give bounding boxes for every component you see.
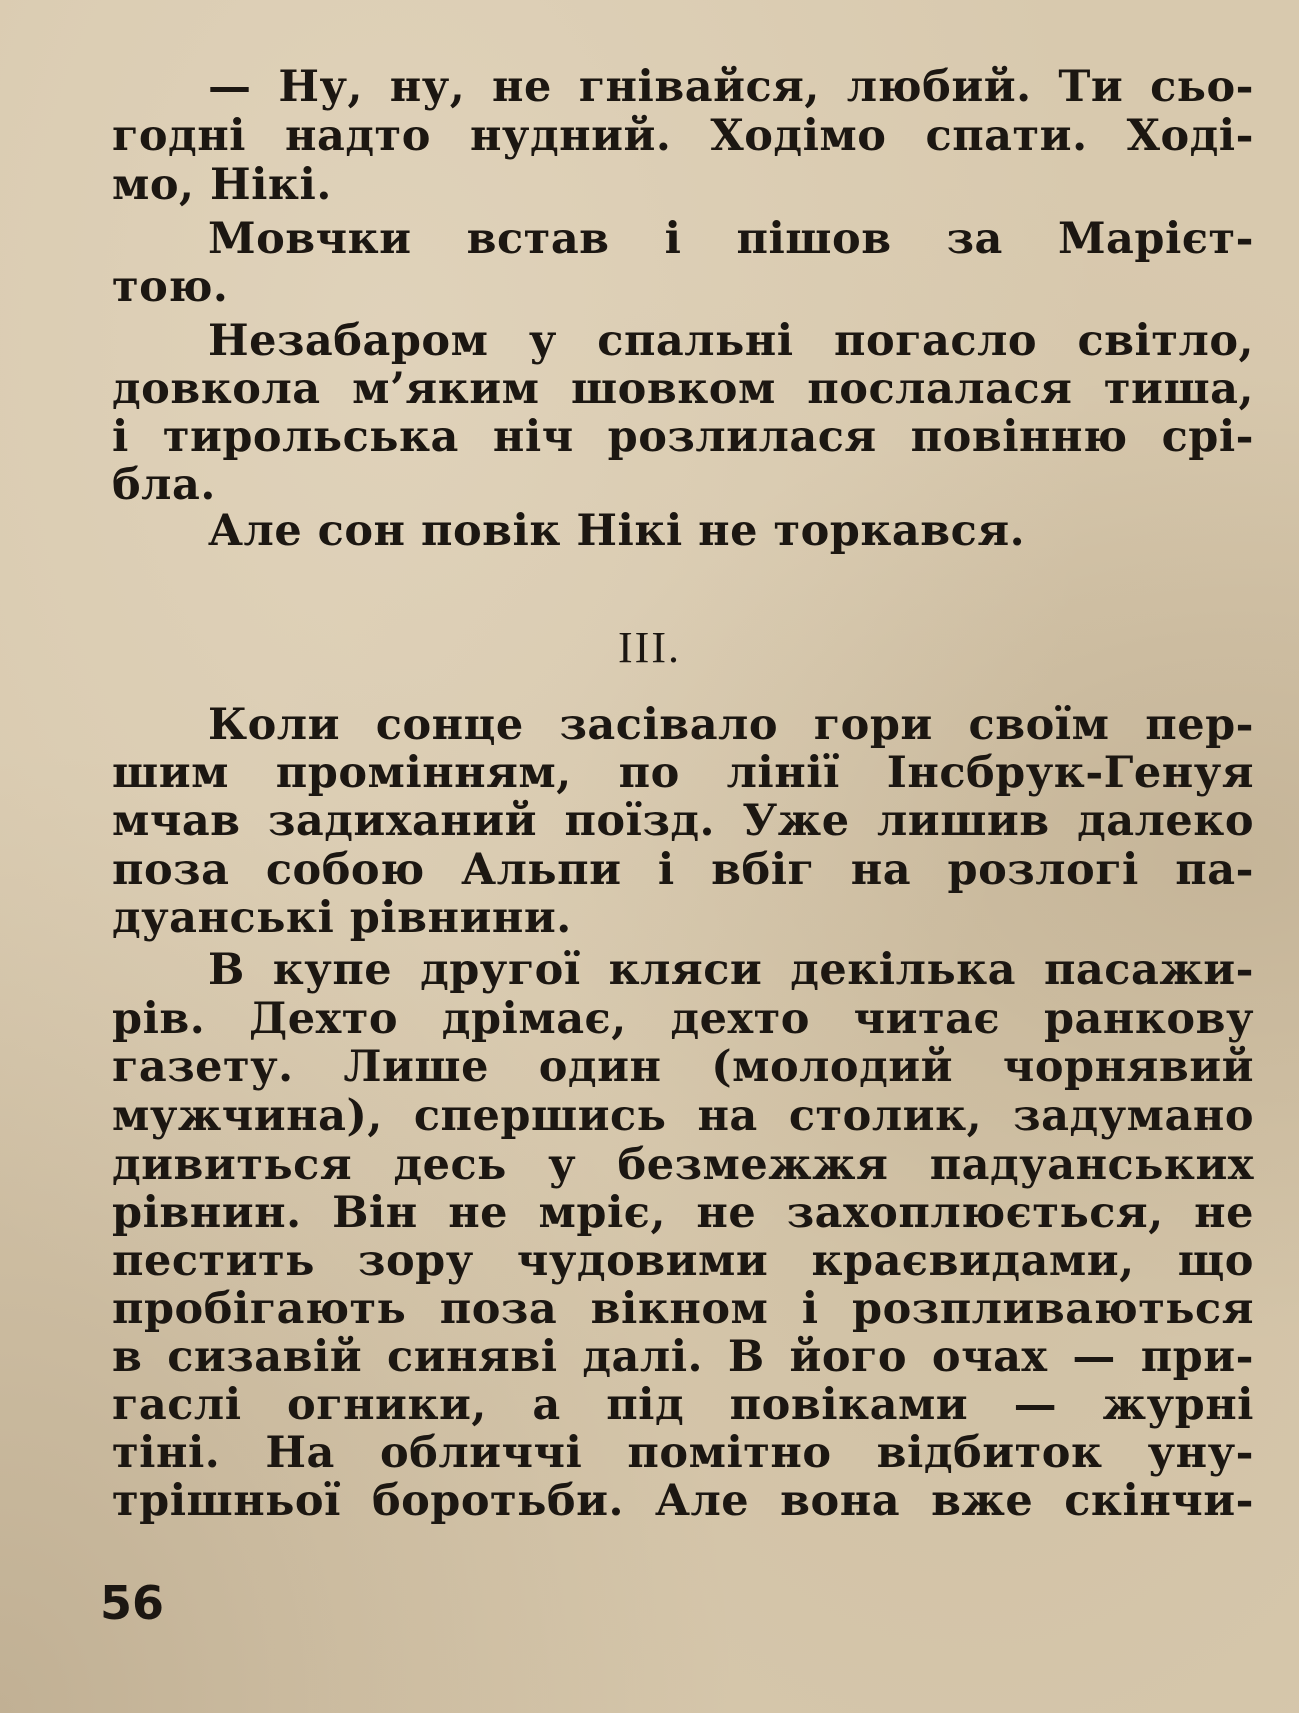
text-line: В купе другої кляси декілька пасажи-: [208, 945, 1254, 995]
text-line: Але сон повік Нікі не торкався.: [208, 506, 1026, 556]
text-line: мо, Нікі.: [112, 160, 332, 210]
text-line: мчав задиханий поїзд. Уже лишив далеко: [112, 796, 1254, 846]
text-line: Коли сонце засівало гори своїм пер-: [208, 700, 1254, 750]
text-line: довкола м’яким шовком послалася тиша,: [112, 364, 1254, 414]
text-line: Мовчки встав і пішов за Марієт-: [208, 214, 1254, 264]
text-line: тою.: [112, 262, 229, 312]
text-line: гаслі огники, а під повіками — журні: [112, 1380, 1254, 1430]
text-line: і тирольська ніч розлилася повінню срі-: [112, 412, 1254, 462]
text-line: мужчина), спершись на столик, задумано: [112, 1091, 1254, 1141]
section-heading: III.: [618, 623, 681, 672]
text-line: шим промінням, по лінії Інсбрук-Генуя: [112, 748, 1254, 798]
text-line: тіні. На обличчі помітно відбиток уну-: [112, 1428, 1254, 1478]
text-line: газету. Лише один (молодий чорнявий: [112, 1042, 1254, 1092]
text-line: трішньої боротьби. Але вона вже скінчи-: [112, 1476, 1254, 1526]
text-line: поза собою Альпи і вбіг на розлогі па-: [112, 845, 1254, 895]
text-line: пробігають поза вікном і розпливаються: [112, 1284, 1254, 1334]
text-line: годні надто нудний. Ходімо спати. Ході-: [112, 111, 1254, 161]
text-line: — Ну, ну, не гнівайся, любий. Ти сьо-: [208, 62, 1254, 112]
text-line: дивиться десь у безмежжя падуанських: [112, 1140, 1254, 1190]
text-line: Незабаром у спальні погасло світло,: [208, 316, 1254, 366]
text-line: пестить зору чудовими краєвидами, що: [112, 1236, 1254, 1286]
text-line: бла.: [112, 460, 216, 510]
text-line: рів. Дехто дрімає, дехто читає ранкову: [112, 994, 1254, 1044]
page-number: 56: [100, 1576, 165, 1630]
text-line: рівнин. Він не мріє, не захоплюється, не: [112, 1188, 1254, 1238]
text-line: дуанські рівнини.: [112, 893, 572, 943]
text-line: в сизавій синяві далі. В його очах — при-: [112, 1332, 1254, 1382]
